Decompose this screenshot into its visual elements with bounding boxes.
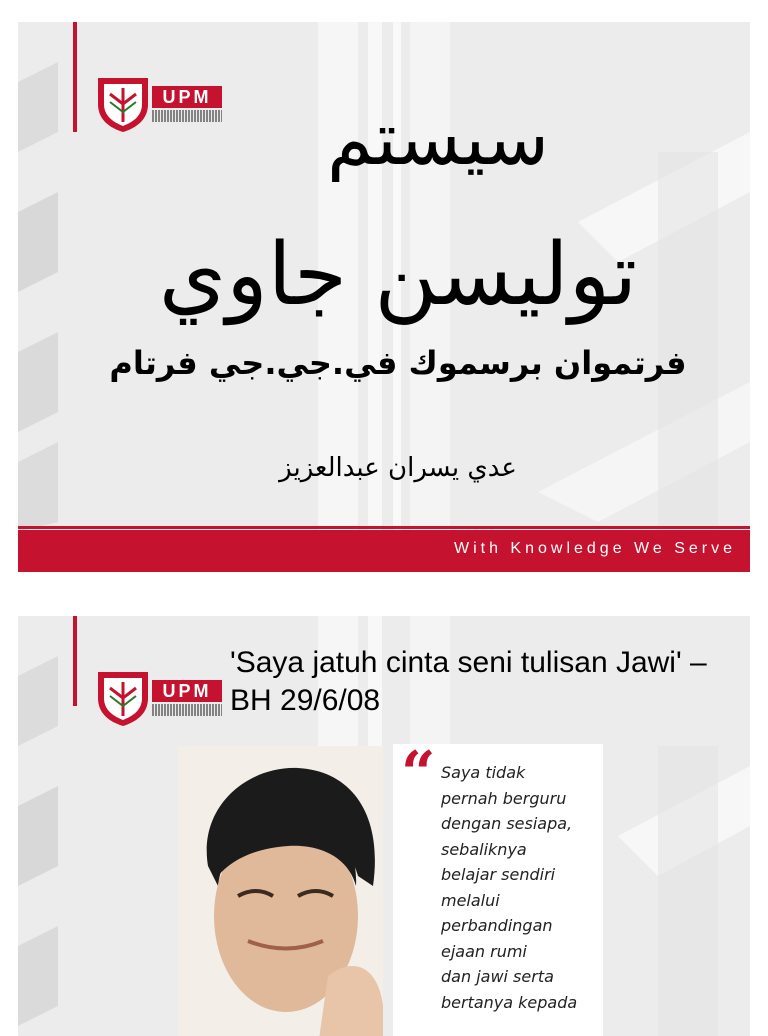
quote-mark-icon: “ xyxy=(401,739,436,809)
slide-title: 'Saya jatuh cinta seni tulisan Jawi' – BH 29/6/08 xyxy=(230,646,707,717)
quote-line: bertanya kepada xyxy=(441,992,578,1012)
quote-text xyxy=(441,760,601,1015)
university-name-text xyxy=(152,704,222,716)
upm-logo xyxy=(96,668,226,728)
quote-line: sebaliknya xyxy=(441,839,527,859)
quote-slide xyxy=(18,616,750,1036)
footer-band xyxy=(18,530,750,572)
accent-line xyxy=(73,616,77,706)
quote-line: ejaan rumi xyxy=(441,941,527,961)
portrait-photo xyxy=(178,746,383,1036)
quote-line: dan jawi serta xyxy=(441,967,554,986)
quote-line: pernah berguru xyxy=(441,788,567,808)
portrait-image xyxy=(178,746,383,1036)
accent-line xyxy=(73,22,77,132)
quote-line: perbandingan xyxy=(441,916,553,935)
title-line-2: توليسن جاوي xyxy=(158,225,638,325)
author-name: عدي يسران عبدالعزيز xyxy=(279,453,517,483)
upm-wordmark: UPM xyxy=(152,86,222,108)
title-slide xyxy=(18,22,750,572)
title-line-1: سيستم xyxy=(327,96,549,182)
upm-wordmark: UPM xyxy=(152,680,222,702)
subtitle: فرتموان برسموك في.جي.جي فرتام xyxy=(109,344,687,382)
motto-text: With Knowledge We Serve xyxy=(453,540,736,557)
upm-shield-icon xyxy=(96,668,150,728)
quote-line: Saya tidak xyxy=(441,763,526,782)
quote-line: dengan sesiapa, xyxy=(441,814,573,833)
quote-box xyxy=(393,739,603,1036)
quote-line: melalui xyxy=(441,890,500,910)
quote-line: belajar sendiri xyxy=(441,865,556,884)
